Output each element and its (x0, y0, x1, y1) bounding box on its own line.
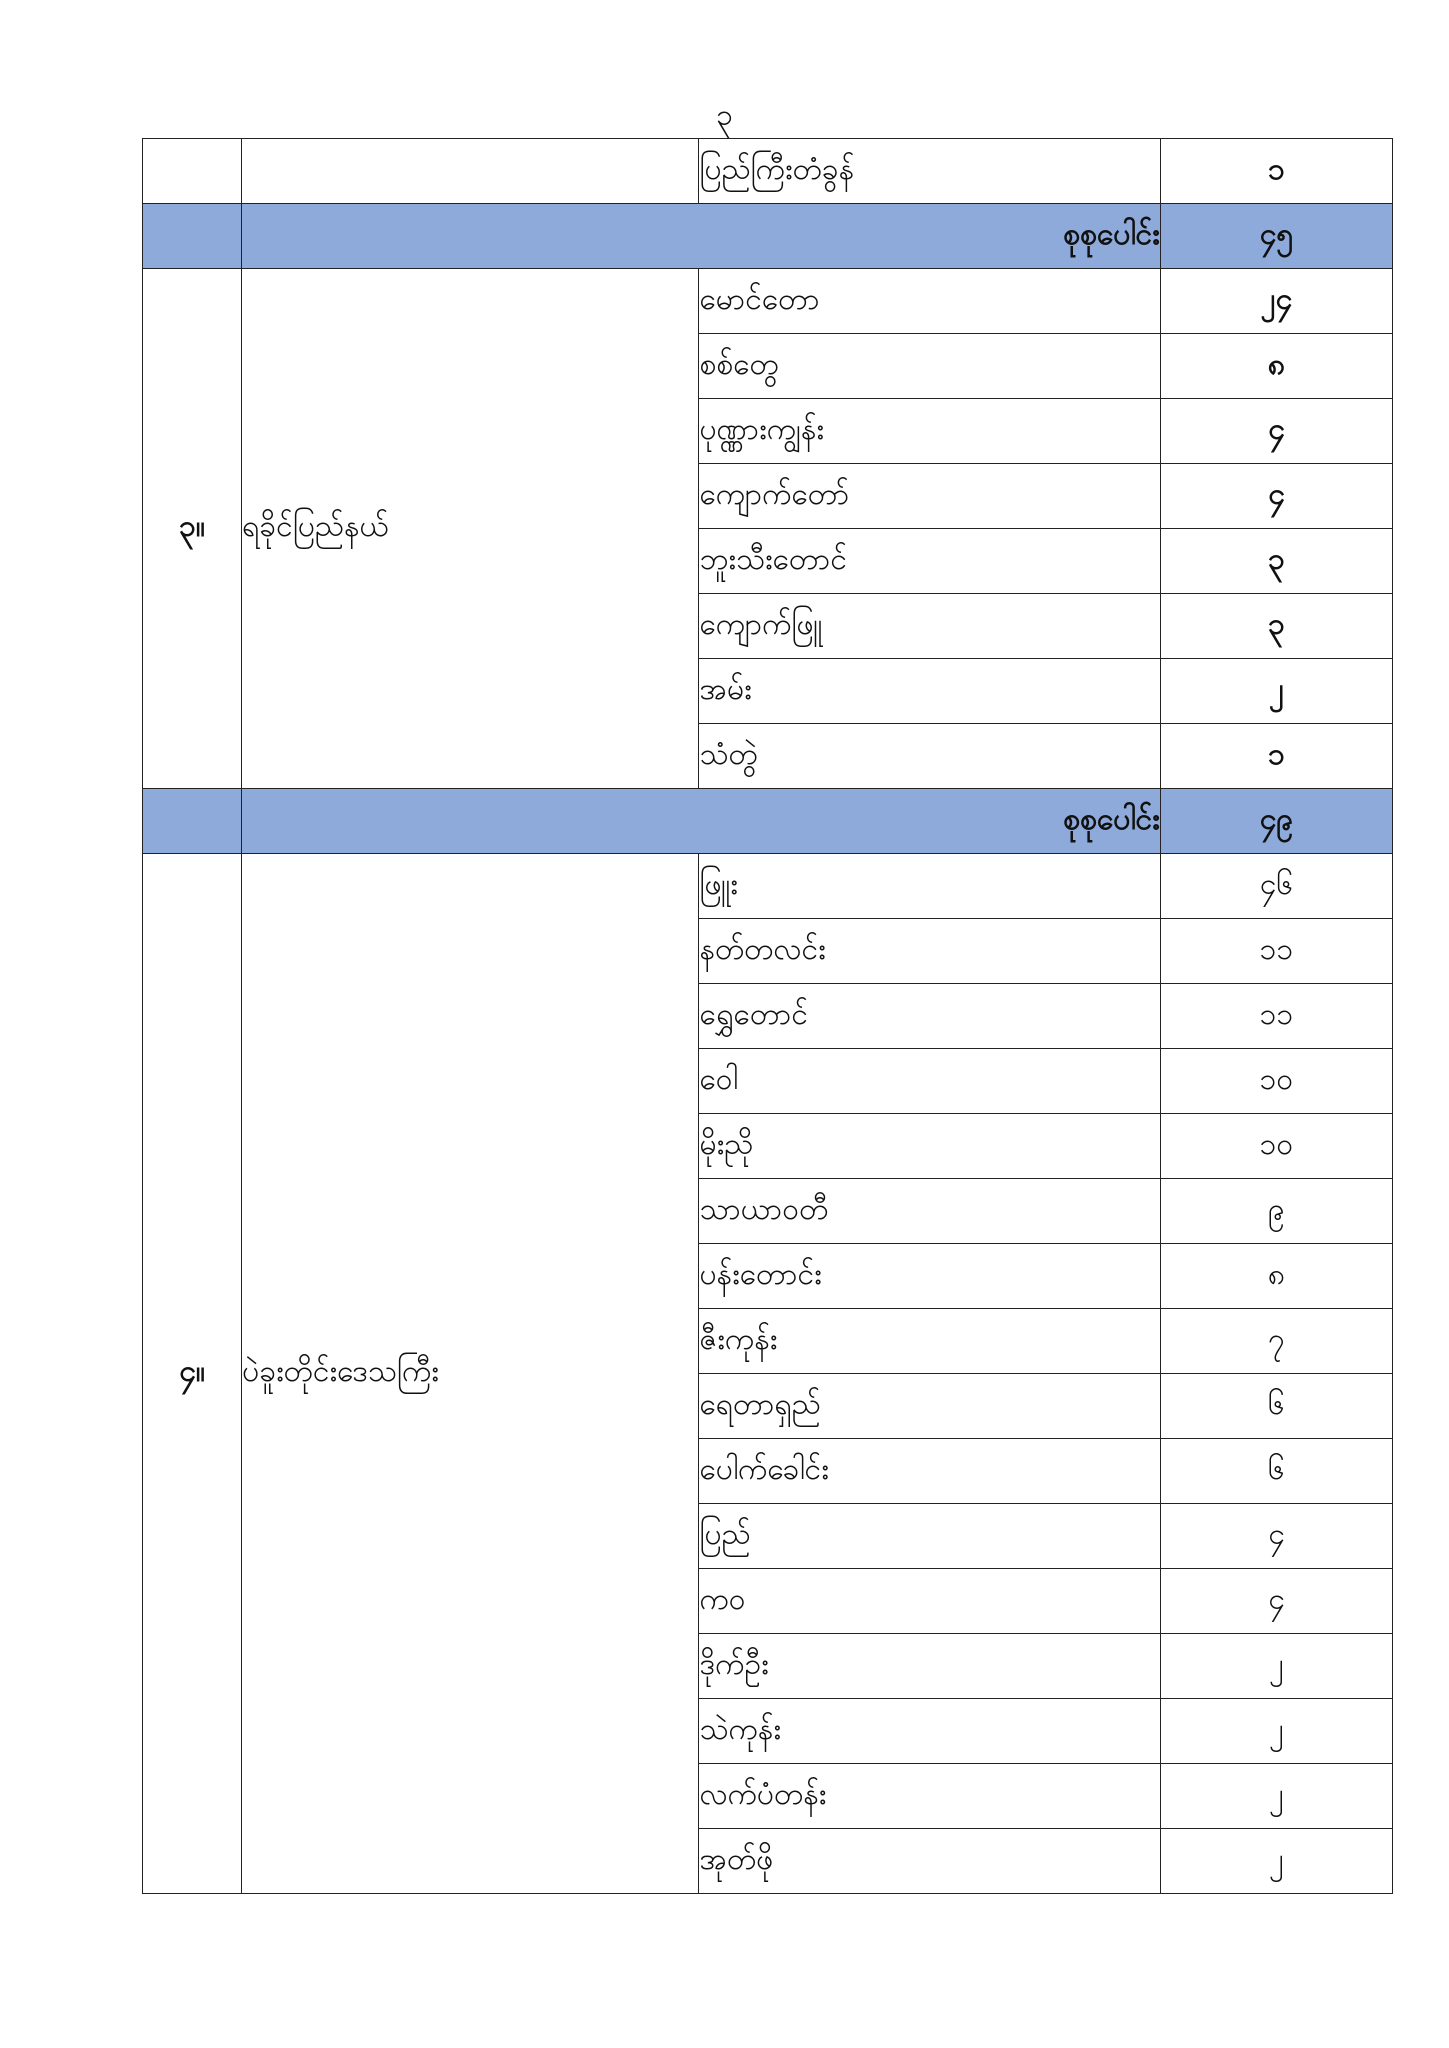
region-name-cell: ပဲခူးတိုင်းဒေသကြီး (242, 854, 699, 1894)
total-empty-cell (143, 204, 242, 269)
township-count-cell: ၄ (1160, 1504, 1392, 1569)
township-name-cell: ပန်းတောင်း (699, 1244, 1160, 1309)
township-count-cell: ၂ (1160, 1764, 1392, 1829)
region-name-cell: ရခိုင်ပြည်နယ် (242, 269, 699, 789)
township-count-cell: ၂ (1160, 1829, 1392, 1894)
township-count-cell: ၆ (1160, 1374, 1392, 1439)
township-name-cell: ဒိုက်ဦး (699, 1634, 1160, 1699)
township-count-cell: ၁ (1160, 139, 1392, 204)
group-number-cell (143, 139, 242, 204)
township-name-cell: ရေတာရှည် (699, 1374, 1160, 1439)
total-count-cell: ၄၉ (1160, 789, 1392, 854)
total-row (143, 204, 1393, 269)
township-name-cell: ဖြူး (699, 854, 1160, 919)
table-row (143, 269, 1393, 334)
township-name-cell: မောင်တော (699, 269, 1160, 334)
township-name-cell: ဘူးသီးတောင် (699, 529, 1160, 594)
township-count-cell: ၁၁ (1160, 984, 1392, 1049)
township-name-cell: မိုးညို (699, 1114, 1160, 1179)
township-name-cell: သဲကုန်း (699, 1699, 1160, 1764)
township-name-cell: ပုဏ္ဏားကျွန်း (699, 399, 1160, 464)
township-count-cell: ၈ (1160, 1244, 1392, 1309)
township-name-cell: ပြည် (699, 1504, 1160, 1569)
township-name-cell: အမ်း (699, 659, 1160, 724)
township-count-cell: ၂၄ (1160, 269, 1392, 334)
township-count-cell: ၁၀ (1160, 1049, 1392, 1114)
township-name-cell: နတ်တလင်း (699, 919, 1160, 984)
township-name-cell: ကျောက်တော် (699, 464, 1160, 529)
township-count-cell: ၄ (1160, 464, 1392, 529)
township-name-cell: အုတ်ဖို (699, 1829, 1160, 1894)
township-count-cell: ၂ (1160, 659, 1392, 724)
page-number: ၃ (716, 98, 733, 133)
total-count-cell: ၄၅ (1160, 204, 1392, 269)
table-row (143, 854, 1393, 919)
table-row (143, 139, 1393, 204)
total-label-cell: စုစုပေါင်း (242, 204, 1161, 269)
township-count-cell: ၆ (1160, 1439, 1392, 1504)
township-name-cell: ဇီးကုန်း (699, 1309, 1160, 1374)
township-count-cell: ၉ (1160, 1179, 1392, 1244)
township-count-cell: ၇ (1160, 1309, 1392, 1374)
township-name-cell: လက်ပံတန်း (699, 1764, 1160, 1829)
township-name-cell: ဝေါ (699, 1049, 1160, 1114)
township-name-cell: ပေါက်ခေါင်း (699, 1439, 1160, 1504)
township-count-table (142, 138, 1393, 1894)
township-count-cell: ၂ (1160, 1699, 1392, 1764)
township-count-cell: ၁ (1160, 724, 1392, 789)
township-count-cell: ၁၀ (1160, 1114, 1392, 1179)
township-name-cell: ပြည်ကြီးတံခွန် (699, 139, 1160, 204)
township-name-cell: ရွှေတောင် (699, 984, 1160, 1049)
township-name-cell: သာယာဝတီ (699, 1179, 1160, 1244)
region-name-cell (242, 139, 699, 204)
township-count-cell: ၈ (1160, 334, 1392, 399)
township-name-cell: စစ်တွေ (699, 334, 1160, 399)
township-count-cell: ၃ (1160, 594, 1392, 659)
township-count-cell: ၄၆ (1160, 854, 1392, 919)
township-count-cell: ၃ (1160, 529, 1392, 594)
total-label-cell: စုစုပေါင်း (242, 789, 1161, 854)
township-count-cell: ၄ (1160, 399, 1392, 464)
table-body (143, 139, 1393, 1894)
township-count-cell: ၂ (1160, 1634, 1392, 1699)
township-count-cell: ၄ (1160, 1569, 1392, 1634)
township-name-cell: သံတွဲ (699, 724, 1160, 789)
group-number-cell: ၄။ (143, 854, 242, 1894)
group-number-cell: ၃။ (143, 269, 242, 789)
township-name-cell: ကဝ (699, 1569, 1160, 1634)
township-name-cell: ကျောက်ဖြူ (699, 594, 1160, 659)
township-count-cell: ၁၁ (1160, 919, 1392, 984)
total-row (143, 789, 1393, 854)
total-empty-cell (143, 789, 242, 854)
